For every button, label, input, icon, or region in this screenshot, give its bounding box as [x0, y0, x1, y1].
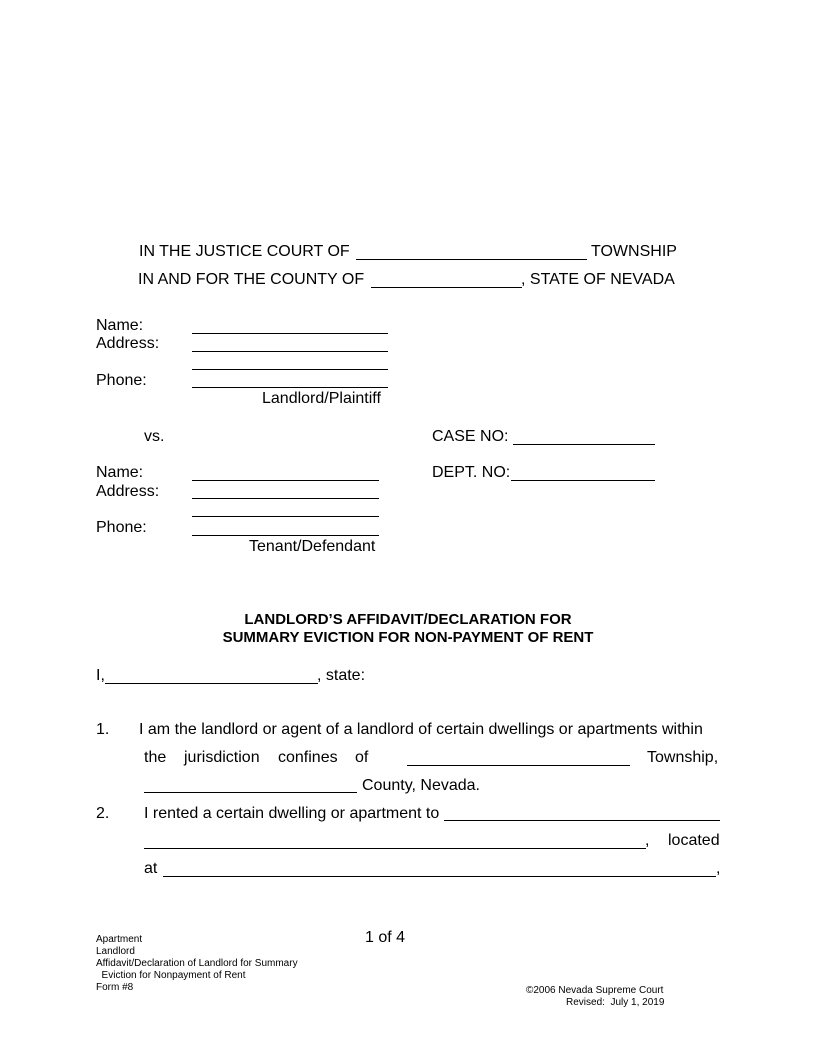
- intro-suffix: , state:: [317, 667, 366, 684]
- item-1-number: 1.: [96, 721, 110, 738]
- item-2-comma: ,: [645, 832, 650, 849]
- case-no-label: CASE NO:: [432, 428, 509, 445]
- plaintiff-name-field[interactable]: [192, 333, 388, 334]
- tenant-name-field-2[interactable]: [144, 848, 646, 849]
- case-no-field[interactable]: [513, 444, 655, 445]
- defendant-role-label: Tenant/Defendant: [249, 538, 376, 555]
- plaintiff-address-field-1[interactable]: [192, 351, 388, 352]
- defendant-address-field-2[interactable]: [192, 516, 379, 517]
- document-title-line-1: LANDLORD’S AFFIDAVIT/DECLARATION FOR: [244, 611, 572, 628]
- county-blank[interactable]: [371, 287, 522, 288]
- footer-line: Eviction for Nonpayment of Rent: [96, 970, 246, 981]
- item-1-line-1: I am the landlord or agent of a landlord of certain dwellings or apartments within: [139, 721, 703, 738]
- defendant-phone-field[interactable]: [192, 535, 379, 536]
- defendant-phone-label: Phone:: [96, 519, 147, 536]
- plaintiff-role-label: Landlord/Plaintiff: [262, 390, 381, 407]
- township-blank[interactable]: [356, 259, 587, 260]
- item-2-located-label: located: [668, 832, 720, 849]
- affiant-name-field[interactable]: [105, 683, 318, 684]
- defendant-name-field[interactable]: [192, 480, 379, 481]
- dept-no-field[interactable]: [511, 480, 655, 481]
- vs-label: vs.: [144, 428, 165, 445]
- item-1-county-blank[interactable]: [144, 792, 357, 793]
- footer-copyright: ©2006 Nevada Supreme Court: [526, 985, 664, 996]
- item-2-number: 2.: [96, 805, 110, 822]
- defendant-address-label: Address:: [96, 483, 160, 500]
- footer-line: Affidavit/Declaration of Landlord for Summary: [96, 958, 298, 969]
- footer-revised: Revised: July 1, 2019: [566, 997, 665, 1008]
- defendant-name-label: Name:: [96, 464, 144, 481]
- item-1-county-label: County, Nevada.: [362, 777, 480, 794]
- page-number: 1 of 4: [365, 929, 406, 946]
- caption-court-label: IN THE JUSTICE COURT OF: [139, 243, 350, 260]
- plaintiff-address-label: Address:: [96, 335, 160, 352]
- item-2-at-label: at: [144, 860, 158, 877]
- plaintiff-phone-label: Phone:: [96, 372, 147, 389]
- tenant-name-field-1[interactable]: [444, 820, 720, 821]
- property-address-field[interactable]: [163, 876, 716, 877]
- plaintiff-name-label: Name:: [96, 317, 144, 334]
- footer-line: Form #8: [96, 982, 134, 993]
- item-1-township-label: Township,: [647, 749, 719, 766]
- item-2-trailing-comma: ,: [716, 860, 721, 877]
- dept-no-label: DEPT. NO:: [432, 464, 511, 481]
- footer-line: Landlord: [96, 946, 135, 957]
- item-1-word: of: [355, 749, 369, 766]
- caption-county-label: IN AND FOR THE COUNTY OF: [138, 271, 365, 288]
- caption-township-label: TOWNSHIP: [591, 243, 677, 260]
- item-1-word: the: [144, 749, 167, 766]
- item-1-township-blank[interactable]: [407, 765, 630, 766]
- plaintiff-phone-field[interactable]: [192, 387, 388, 388]
- item-2-line-1: I rented a certain dwelling or apartment to: [144, 805, 440, 822]
- footer-form-info: [96, 934, 298, 994]
- item-1-word: confines: [278, 749, 338, 766]
- caption-state-label: , STATE OF NEVADA: [521, 271, 675, 288]
- plaintiff-address-field-2[interactable]: [192, 369, 388, 370]
- footer-line: Apartment: [96, 934, 143, 945]
- item-1-word: jurisdiction: [184, 749, 260, 766]
- defendant-address-field-1[interactable]: [192, 498, 379, 499]
- document-title-line-2: SUMMARY EVICTION FOR NON-PAYMENT OF RENT: [222, 629, 594, 646]
- intro-prefix: I,: [96, 667, 105, 684]
